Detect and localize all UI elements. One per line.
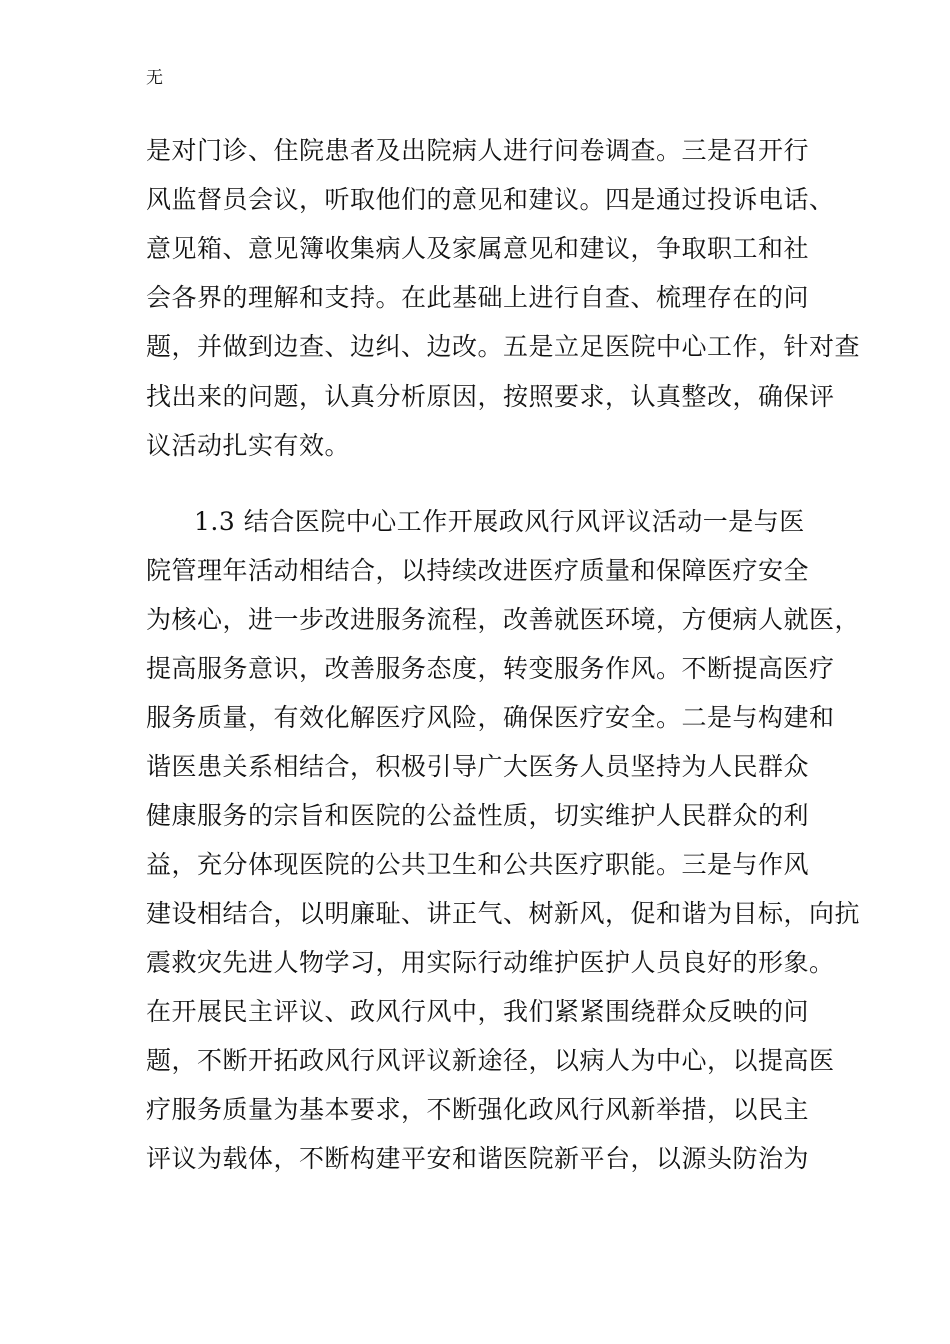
text-line: 提高服务意识，改善服务态度，转变服务作风。不断提高医疗: [146, 654, 835, 683]
text-line: 建设相结合，以明廉耻、讲正气、树新风，促和谐为目标，向抗: [146, 899, 861, 928]
text-line: 会各界的理解和支持。在此基础上进行自查、梳理存在的问: [146, 283, 810, 312]
text-line: 为核心，进一步改进服务流程，改善就医环境，方便病人就医，: [146, 605, 861, 634]
text-line: 在开展民主评议、政风行风中，我们紧紧围绕群众反映的问: [146, 997, 810, 1026]
text-line: 益，充分体现医院的公共卫生和公共医疗职能。三是与作风: [146, 850, 810, 879]
text-line: 服务质量，有效化解医疗风险，确保医疗安全。二是与构建和: [146, 703, 835, 732]
page-header: 无: [146, 68, 163, 88]
text-line: 题，并做到边查、边纠、边改。五是立足医院中心工作，针对查: [146, 332, 861, 361]
text-line: 1.3 结合医院中心工作开展政风行风评议活动一是与医: [194, 507, 805, 536]
text-line: 院管理年活动相结合，以持续改进医疗质量和保障医疗安全: [146, 556, 810, 585]
text-line: 健康服务的宗旨和医院的公益性质，切实维护人民群众的利: [146, 801, 810, 830]
text-line: 疗服务质量为基本要求，不断强化政风行风新举措，以民主: [146, 1095, 810, 1124]
text-line: 评议为载体，不断构建平安和谐医院新平台，以源头防治为: [146, 1144, 810, 1173]
text-line: 是对门诊、住院患者及出院病人进行问卷调查。三是召开行: [146, 136, 810, 165]
text-line: 谐医患关系相结合，积极引导广大医务人员坚持为人民群众: [146, 752, 810, 781]
text-line: 找出来的问题，认真分析原因，按照要求，认真整改，确保评: [146, 382, 835, 411]
text-line: 题，不断开拓政风行风评议新途径，以病人为中心，以提高医: [146, 1046, 835, 1075]
text-line: 意见箱、意见簿收集病人及家属意见和建议，争取职工和社: [146, 234, 810, 263]
text-line: 震救灾先进人物学习，用实际行动维护医护人员良好的形象。: [146, 948, 835, 977]
text-line: 风监督员会议，听取他们的意见和建议。四是通过投诉电话、: [146, 185, 835, 214]
text-line: 议活动扎实有效。: [146, 431, 351, 460]
